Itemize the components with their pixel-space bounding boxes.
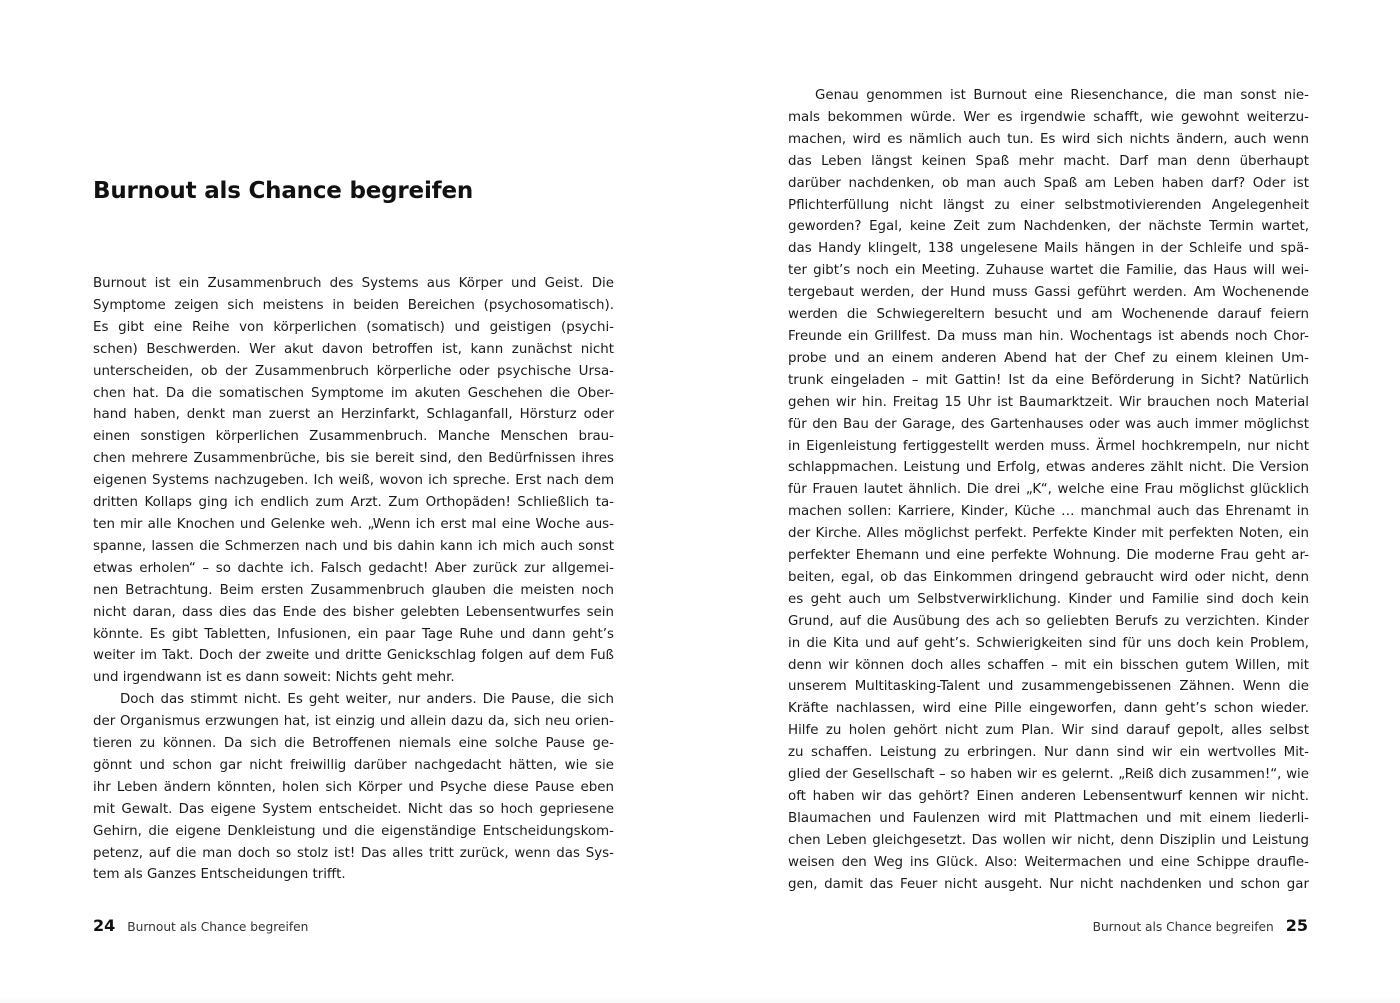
text-line: gen, damit das Feuer nicht ausgeht. Nur nicht nachdenken und schon gar	[788, 876, 1309, 892]
text-line: unterscheiden, ob der Zusammenbruch körperliche oder psychische Ursa-	[93, 363, 614, 379]
right-page	[700, 0, 1400, 1003]
text-line: hand haben, denkt man zuerst an Herzinfarkt, Schlaganfall, Hörsturz oder	[93, 407, 614, 423]
text-line: Grund, auf die Ausübung des ach so geliebten Berufs zu verzichten. Kinder	[788, 613, 1309, 629]
text-line: Genau genommen ist Burnout eine Riesenchance, die man sonst nie-	[815, 88, 1309, 103]
text-line: Freunde ein Grillfest. Da muss man hin. Wochentags ist abends noch Chor-	[788, 328, 1309, 344]
text-line: könnte. Es gibt Tabletten, Infusionen, ein paar Tage Ruhe und dann geht’s	[93, 626, 614, 642]
text-line: tieren zu können. Da sich die Betroffenen niemals eine solche Pause ge-	[93, 736, 614, 752]
text-line: gehen wir hin. Freitag 15 Uhr ist Baumarktzeit. Wir brauchen noch Material	[788, 394, 1309, 410]
text-line: gönnt und schon gar nicht freiwillig darüber nachgedacht hätten, wie sie	[93, 757, 614, 773]
text-line: mals bekommen würde. Wer es irgendwie schafft, wie gewohnt weiterzu-	[788, 109, 1309, 125]
text-line: ten mir alle Knochen und Gelenke weh. „Wenn ich erst mal eine Woche aus-	[93, 516, 614, 532]
text-line: der Organismus erzwungen hat, ist einzig und allein dazu da, sich neu orien-	[93, 714, 614, 730]
text-line: glied der Gesellschaft – so haben wir es gelernt. „Reiß dich zusammen!“, wie	[788, 767, 1309, 783]
text-line: weiter im Takt. Doch der zweite und dritte Genickschlag folgen auf dem Fuß	[93, 648, 614, 664]
text-line: schen) Beschwerden. Wer akut davon betroffen ist, kann zunächst nicht	[93, 341, 614, 357]
text-line: tem als Ganzes Entscheidungen trifft.	[93, 867, 346, 883]
text-line: einen sonstigen körperlichen Zusammenbruch. Manche Menschen brau-	[93, 429, 614, 445]
text-line: werden die Schwiegereltern besucht und am Wochenende darauf feiern	[788, 307, 1309, 323]
text-line: in die Kita und auf geht’s. Schwierigkeiten sind für uns doch kein Problem,	[788, 635, 1309, 651]
text-line: zu schaffen. Leistung zu erbringen. Nur dann sind wir ein wertvolles Mit-	[788, 745, 1309, 761]
left-body-text	[93, 273, 614, 886]
text-line: Es gibt eine Reihe von körperlichen (somatisch) und geistigen (psychi-	[93, 319, 614, 335]
text-line: Doch das stimmt nicht. Es geht weiter, nur anders. Die Pause, die sich	[120, 692, 614, 708]
page-number-right: 25	[1285, 916, 1308, 935]
chapter-title: Burnout als Chance begreifen	[93, 178, 474, 204]
page-number-left: 24	[93, 916, 116, 935]
text-line: spanne, lassen die Schmerzen nach und bis dahin kann ich mich auch sonst	[93, 538, 614, 554]
right-footer	[1093, 916, 1308, 938]
text-line: trunk eingeladen – mit Gattin! Ist da eine Beförderung in Sicht? Natürlich	[788, 372, 1309, 388]
text-line: machen, wird es nämlich auch tun. Es wird sich nichts ändern, auch wenn	[788, 131, 1309, 147]
text-line: etwas erholen“ – so dachte ich. Falsch gedacht! Aber zurück zur allgemei-	[93, 560, 614, 576]
text-line: Kräfte nachlassen, wird eine Pille eingeworfen, dann geht’s schon wieder.	[788, 701, 1309, 717]
text-line: denn wir können doch alles schaffen – mit ein bisschen gutem Willen, mit	[788, 657, 1309, 673]
text-line: in Eigenleistung fertiggestellt werden muss. Ärmel hochkrempeln, nur nicht	[788, 438, 1309, 454]
text-line: ter gibt’s noch ein Meeting. Zuhause wartet die Familie, das Haus will wei-	[788, 263, 1309, 279]
running-head-right: Burnout als Chance begreifen	[1092, 920, 1274, 934]
text-line: ihr Leben ändern könnten, holen sich Körper und Psyche diese Pause eben	[93, 779, 614, 795]
text-line: mit Gewalt. Das eigene System entscheidet. Nicht das so hoch gepriesene	[93, 801, 614, 817]
text-line: für Frauen lautet ähnlich. Die drei „K“, welche eine Frau möglichst glücklich	[788, 482, 1309, 498]
text-line: chen Leben gleichgesetzt. Das wollen wir nicht, denn Disziplin und Leistung	[788, 832, 1309, 848]
text-line: machen sollen: Karriere, Kinder, Küche … manchmal auch das Ehrenamt in	[788, 504, 1309, 520]
text-line: Gehirn, die eigene Denkleistung und die eigenständige Entscheidungskom-	[93, 823, 614, 839]
text-line: petenz, auf die man doch so stolz ist! Das alles tritt zurück, wenn das Sys-	[93, 845, 614, 861]
text-line: und irgendwann ist es dann soweit: Nichts geht mehr.	[93, 670, 455, 686]
text-line: der Kirche. Alles möglichst perfekt. Perfekte Kinder mit perfekten Noten, ein	[788, 526, 1309, 542]
text-line: unserem Multitasking-Talent und zusammengebissenen Zähnen. Wenn die	[788, 679, 1309, 695]
text-line: Symptome zeigen sich meistens in beiden Bereichen (psychosomatisch).	[93, 297, 614, 313]
text-line: dritten Kollaps ging ich endlich zum Arzt. Zum Orthopäden! Schließlich ta-	[93, 495, 614, 511]
text-line: schlappmachen. Leistung und Erfolg, etwas anderes zählt nicht. Die Version	[788, 460, 1309, 476]
text-line: beiten, egal, ob das Einkommen dringend gebraucht wird oder nicht, denn	[788, 569, 1309, 585]
text-line: perfekter Ehemann und eine perfekte Wohnung. Die moderne Frau geht ar-	[788, 548, 1309, 564]
right-body-text	[788, 85, 1309, 896]
text-line: geworden? Egal, keine Zeit zum Nachdenken, der nächste Termin wartet,	[788, 219, 1309, 235]
text-line: eigenen Systems nachzugeben. Ich weiß, wovon ich spreche. Erst nach dem	[93, 473, 614, 489]
text-line: es geht auch um Selbstverwirklichung. Kinder und Familie sind doch kein	[788, 591, 1309, 607]
text-line: probe und an einem anderen Abend hat der Chef zu einem kleinen Um-	[788, 350, 1309, 366]
left-footer	[93, 916, 308, 938]
text-line: darüber nachdenken, ob man auch Spaß am Leben haben darf? Oder ist	[788, 175, 1309, 191]
text-line: chen mehrere Zusammenbrüche, bis sie bereit sind, den Bedürfnissen ihres	[93, 451, 614, 467]
text-line: für den Bau der Garage, des Gartenhauses oder was auch immer möglichst	[788, 416, 1309, 432]
running-head-left: Burnout als Chance begreifen	[127, 920, 309, 934]
text-line: oft haben wir das gehört? Einen anderen Lebensentwurf kennen wir nicht.	[788, 789, 1309, 804]
text-line: Burnout ist ein Zusammenbruch des Systems aus Körper und Geist. Die	[93, 276, 614, 291]
text-line: nicht daran, dass dies das Ende des bisher gelebten Lebensentwurfes sein	[93, 604, 614, 620]
text-line: chen hat. Da die somatischen Symptome im akuten Geschehen die Ober-	[93, 385, 614, 401]
text-line: weisen den Weg ins Glück. Also: Weitermachen und eine Schippe draufle-	[788, 854, 1309, 870]
text-line: Blaumachen und Faulenzen wird mit Plattmachen und mit einem liederli-	[788, 810, 1309, 826]
text-line: nen Betrachtung. Beim ersten Zusammenbruch glauben die meisten noch	[93, 582, 614, 598]
text-line: Hilfe zu holen gehört nicht zum Plan. Wir sind darauf gepolt, alles selbst	[788, 723, 1309, 739]
text-line: das Handy klingelt, 138 ungelesene Mails hängen in der Schleife und spä-	[788, 241, 1309, 257]
text-line: tergebaut werden, der Hund muss Gassi geführt werden. Am Wochenende	[788, 285, 1309, 301]
text-line: Pflichterfüllung nicht längst zu einer selbstmotivierenden Angelegenheit	[788, 197, 1309, 213]
text-line: das Leben längst keinen Spaß mehr macht. Darf man denn überhaupt	[788, 153, 1309, 169]
bottom-shadow	[0, 997, 1400, 1003]
